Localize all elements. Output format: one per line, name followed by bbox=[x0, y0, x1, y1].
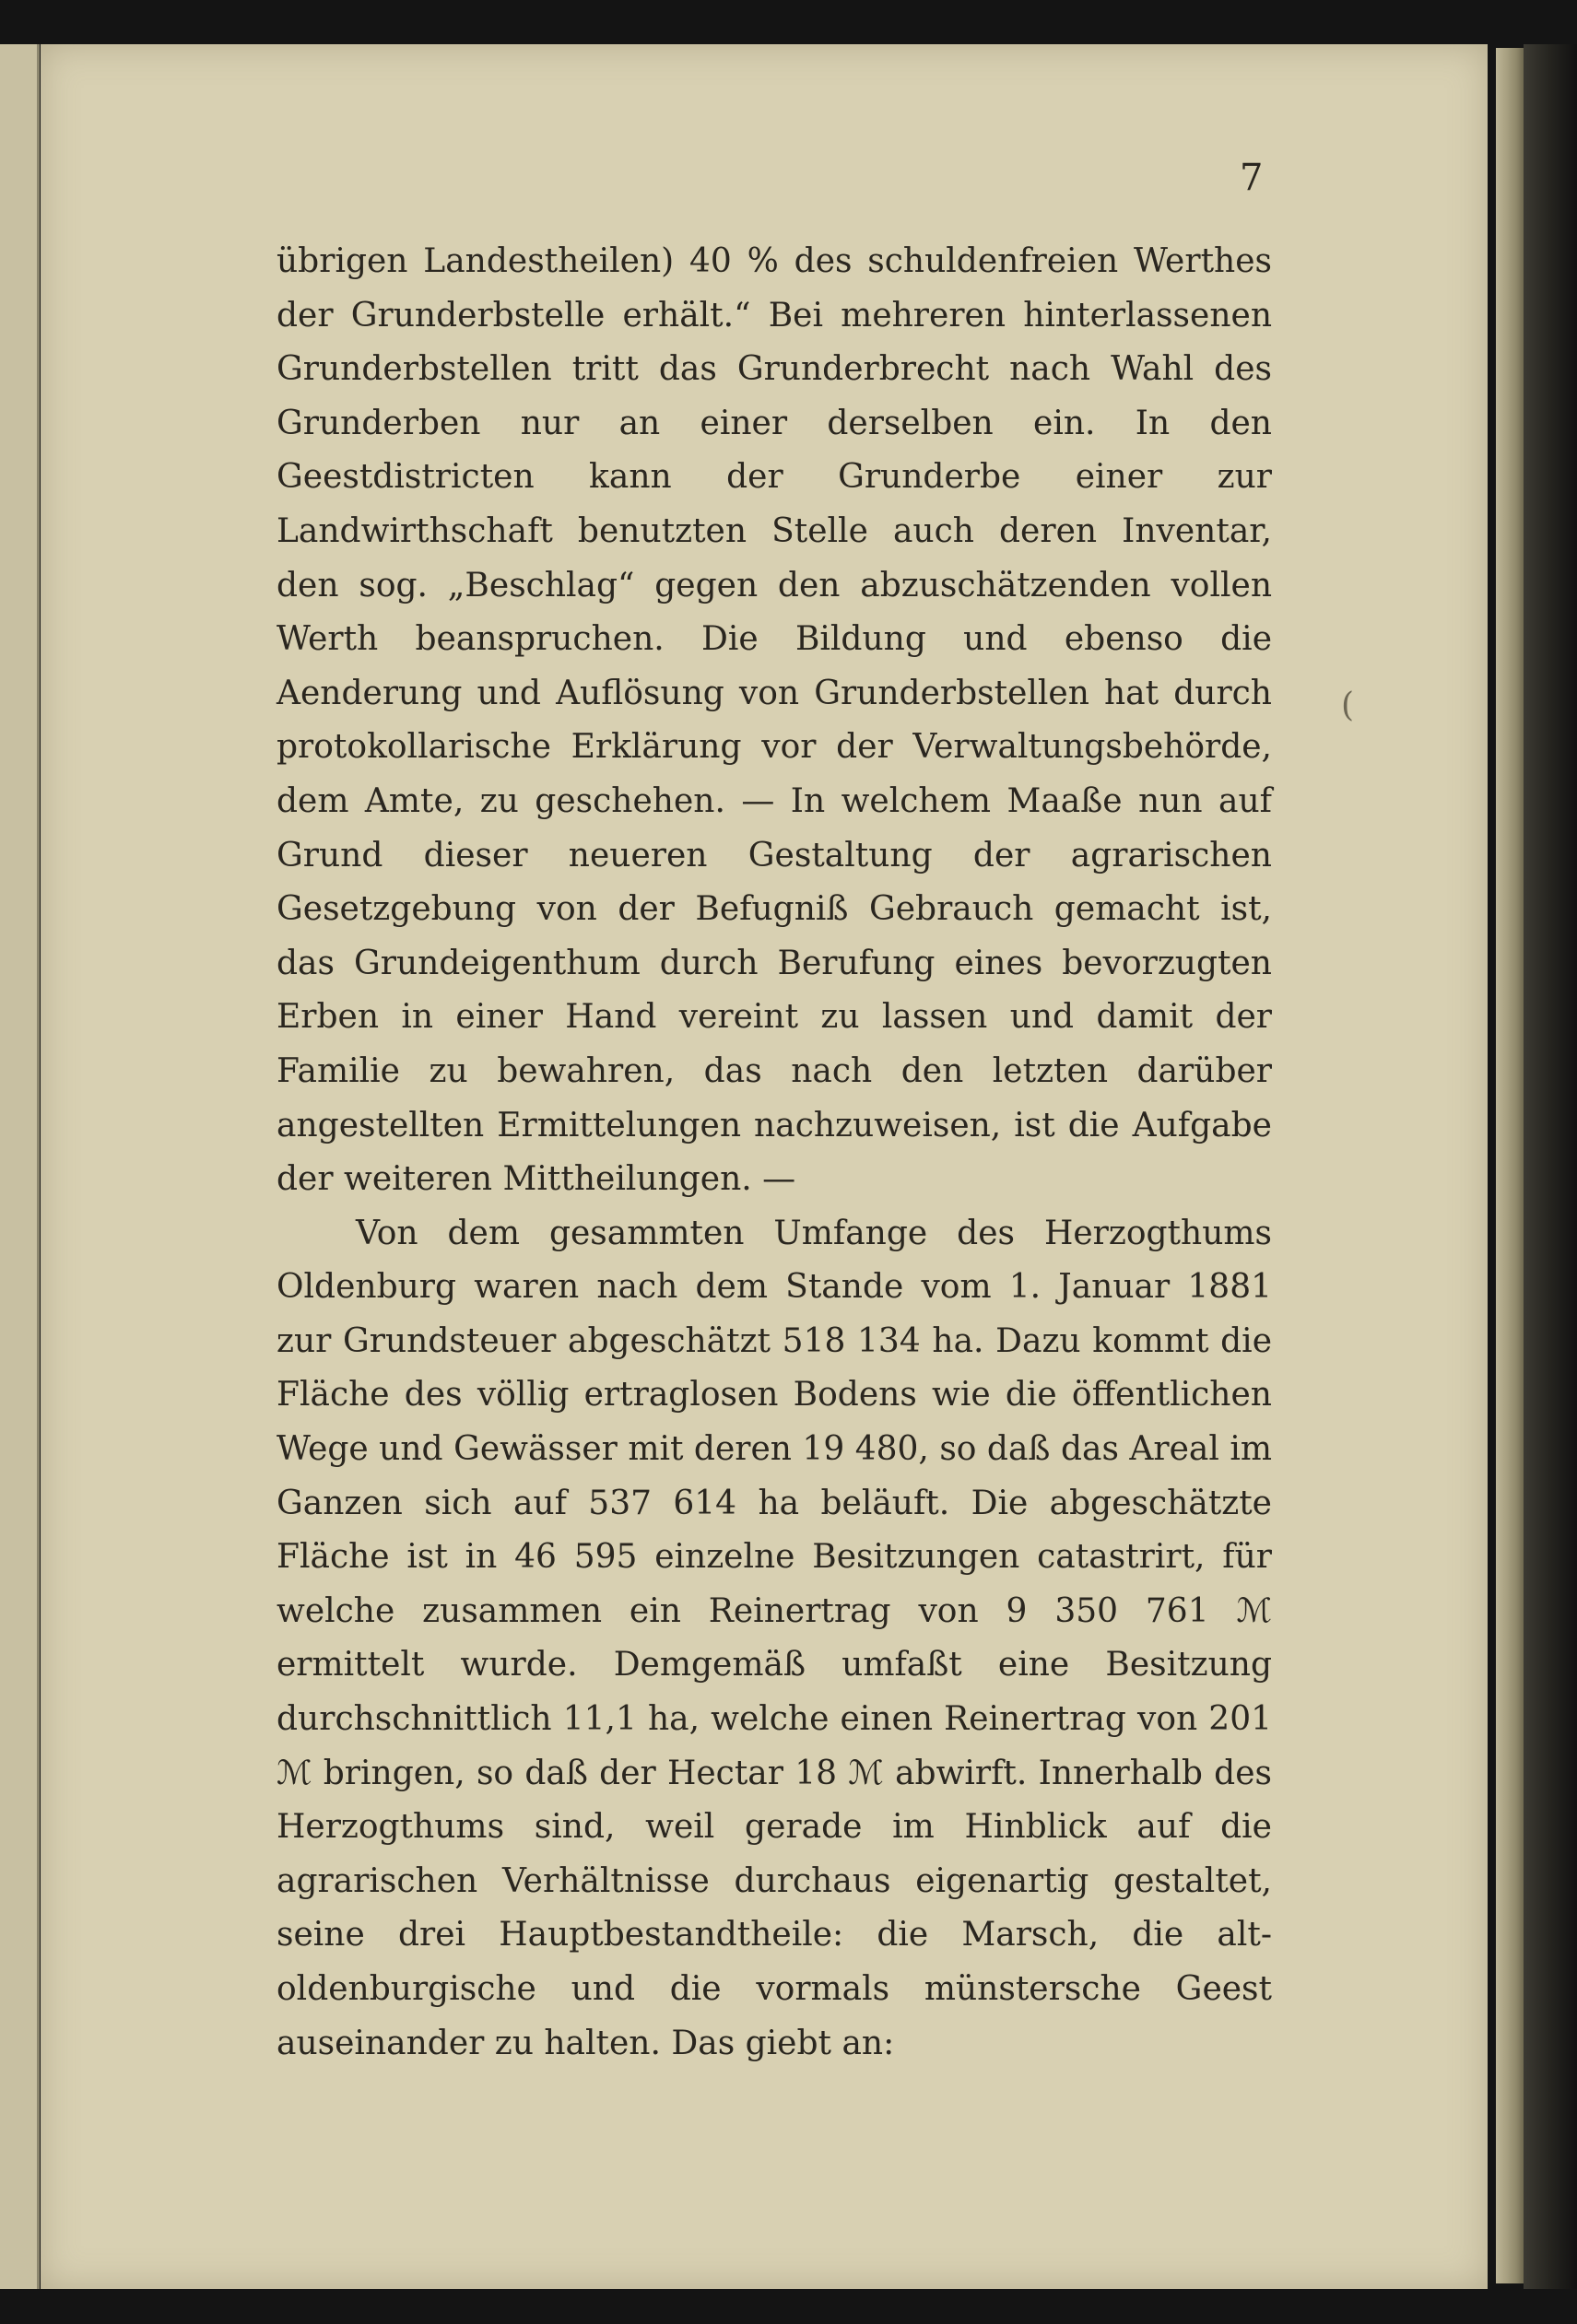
body-text bbox=[277, 235, 1272, 2071]
paragraph: Von dem gesammten Umfange des Herzogthums Oldenburg waren nach dem Stande vom 1. Januar 1881 zur Grundsteuer abgeschätzt 518 134 ha. Dazu kommt die Fläche des völlig ertraglosen Bodens wie die öffentlichen Wege und Gewässer mit deren 19 480, so daß das Areal im Ganzen sich auf 537 614 ha beläuft. Die abgeschätzte Fläche ist in 46 595 einzelne Besitzungen catastrirt, für welche zusammen ein Reinertrag von 9 350 761 ℳ ermittelt wurde. Demgemäß umfaßt eine Besitzung durchschnittlich 11,1 ha, welche einen Reinertrag von 201 ℳ bringen, so daß der Hectar 18 ℳ abwirft. Innerhalb des Herzogthums sind, weil gerade im Hinblick auf die agrarischen Verhältnisse durchaus eigenartig gestaltet, seine drei Hauptbestandtheile: die Marsch, die alt-oldenburgische und die vormals münstersche Geest auseinander zu halten. Das giebt an: bbox=[277, 1214, 1272, 2062]
page-number: 7 bbox=[1240, 157, 1264, 199]
margin-mark: ( bbox=[1341, 687, 1355, 724]
book-binding bbox=[1524, 44, 1577, 2289]
paragraph: übrigen Landestheilen) 40 % des schuldenfreien Werthes der Grunderbstelle erhält.“ Bei mehreren hinterlassenen Grunderbstellen tritt das Grunderbrecht nach Wahl des Grunderben nur an einer derselben ein. In den Geestdistricten kann der Grunderbe einer zur Landwirthschaft benutzten Stelle auch deren Inventar, den sog. „Beschlag“ gegen den abzuschätzenden vollen Werth beanspruchen. Die Bildung und ebenso die Aenderung und Auflösung von Grunderbstellen hat durch protokollarische Erklärung vor der Verwaltungsbehörde, dem Amte, zu geschehen. — In welchem Maaße nun auf Grund dieser neueren Gestaltung der agrarischen Gesetzgebung von der Befugniß Gebrauch gemacht ist, das Grundeigenthum durch Berufung eines bevorzugten Erben in einer Hand vereint zu lassen und damit der Familie zu bewahren, das nach den letzten darüber angestellten Ermittelungen nachzuweisen, ist die Aufgabe der weiteren Mittheilungen. — bbox=[277, 242, 1272, 1199]
page-stack-edge bbox=[1496, 48, 1524, 2283]
facing-page-edge bbox=[0, 44, 40, 2289]
